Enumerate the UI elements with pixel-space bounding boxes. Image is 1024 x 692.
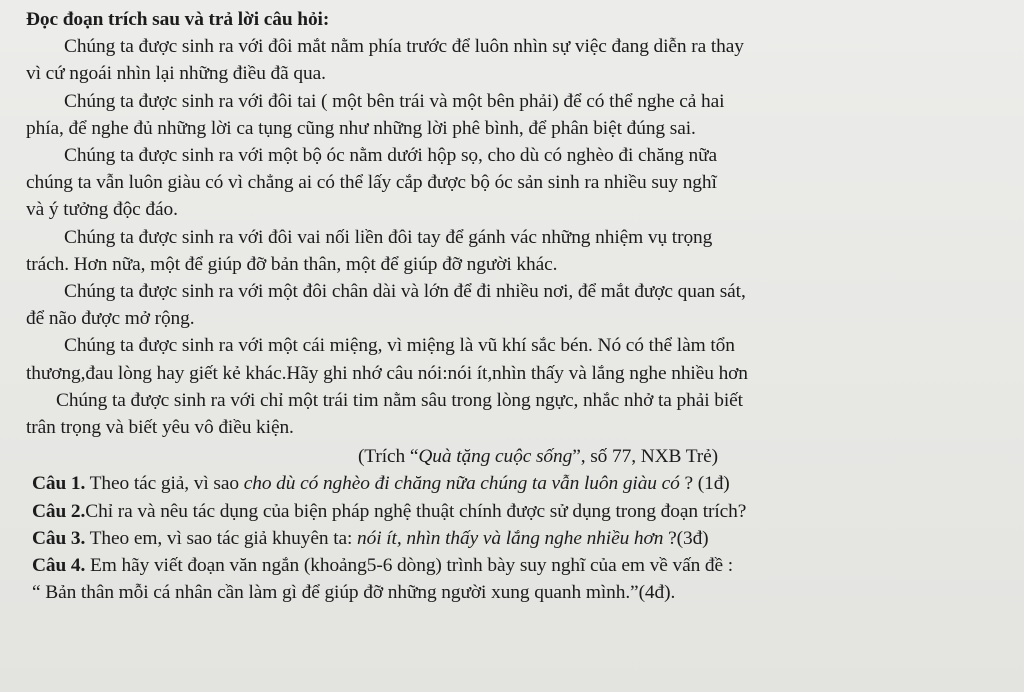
question-points: ?(3đ)	[663, 527, 709, 549]
passage-line: trách. Hơn nữa, một để giúp đỡ bản thân, một để giúp đỡ người khác.	[26, 253, 558, 275]
question-text: Chỉ ra và nêu tác dụng của biện pháp nghệ thuật chính được sử dụng trong đoạn trích?	[85, 500, 747, 522]
question-quote: cho dù có nghèo đi chăng nữa chúng ta vẫn luôn giàu có	[243, 473, 680, 495]
passage-line: Chúng ta được sinh ra với một bộ óc nằm dưới hộp sọ, cho dù có nghèo đi chăng nữa	[64, 145, 718, 167]
question-2	[26, 498, 1010, 525]
question-3	[26, 525, 1010, 552]
passage-line: phía, để nghe đủ những lời ca tụng cũng như những lời phê bình, để phân biệt đúng sai.	[26, 117, 696, 139]
instruction-heading: Đọc đoạn trích sau và trả lời câu hỏi:	[26, 9, 330, 30]
passage-line: Chúng ta được sinh ra với chỉ một trái tim nằm sâu trong lòng ngực, nhắc nhở ta phải biết	[56, 389, 743, 411]
question-4	[26, 552, 1010, 579]
question-label: Câu 3.	[32, 527, 86, 549]
passage-line: trân trọng và biết yêu vô điều kiện.	[26, 417, 294, 439]
question-label: Câu 1.	[32, 473, 86, 495]
question-quote: nói ít, nhìn thấy và lắng nghe nhiều hơn	[357, 527, 664, 549]
passage-line: Chúng ta được sinh ra với đôi tai ( một bên trái và một bên phải) để có thể nghe cả hai	[64, 90, 725, 112]
source-title: Quà tặng cuộc sống	[418, 446, 573, 468]
question-label: Câu 4.	[32, 555, 86, 577]
question-points: ? (1đ)	[679, 473, 730, 495]
question-label: Câu 2.	[32, 500, 86, 522]
passage-line: thương,đau lòng hay giết kẻ khác.Hãy ghi nhớ câu nói:nói ít,nhìn thấy và lắng nghe nhiều hơn	[26, 362, 748, 384]
question-4-line-2: “ Bản thân mỗi cá nhân cần làm gì để giúp đỡ những người xung quanh mình.”(4đ).	[32, 582, 676, 604]
question-text: Theo tác giả, vì sao	[85, 473, 244, 495]
passage-line: Chúng ta được sinh ra với một đôi chân dài và lớn để đi nhiều nơi, để mắt được quan sát,	[64, 281, 746, 303]
passage-line: để não được mở rộng.	[26, 308, 195, 330]
question-text: Em hãy viết đoạn văn ngắn (khoảng5-6 dòng) trình bày suy nghĩ của em về vấn đề :	[85, 555, 734, 577]
question-text: Theo em, vì sao tác giả khuyên ta:	[85, 527, 358, 549]
passage-line: và ý tưởng độc đáo.	[26, 199, 178, 221]
source-suffix: ”, số 77, NXB Trẻ)	[572, 446, 719, 468]
passage-line: vì cứ ngoái nhìn lại những điều đã qua.	[26, 63, 326, 85]
source-prefix: (Trích “	[357, 446, 419, 468]
question-1	[26, 470, 1010, 497]
passage-line: Chúng ta được sinh ra với một cái miệng, vì miệng là vũ khí sắc bén. Nó có thể làm tổn	[64, 335, 735, 357]
source-citation	[26, 443, 1010, 470]
passage-line: Chúng ta được sinh ra với đôi mắt nằm phía trước để luôn nhìn sự việc đang diễn ra thay	[64, 36, 744, 58]
passage-line: Chúng ta được sinh ra với đôi vai nối liền đôi tay để gánh vác những nhiệm vụ trọng	[64, 226, 713, 248]
passage-line: chúng ta vẫn luôn giàu có vì chẳng ai có thể lấy cắp được bộ óc sản sinh ra nhiều suy nghĩ	[26, 172, 717, 194]
